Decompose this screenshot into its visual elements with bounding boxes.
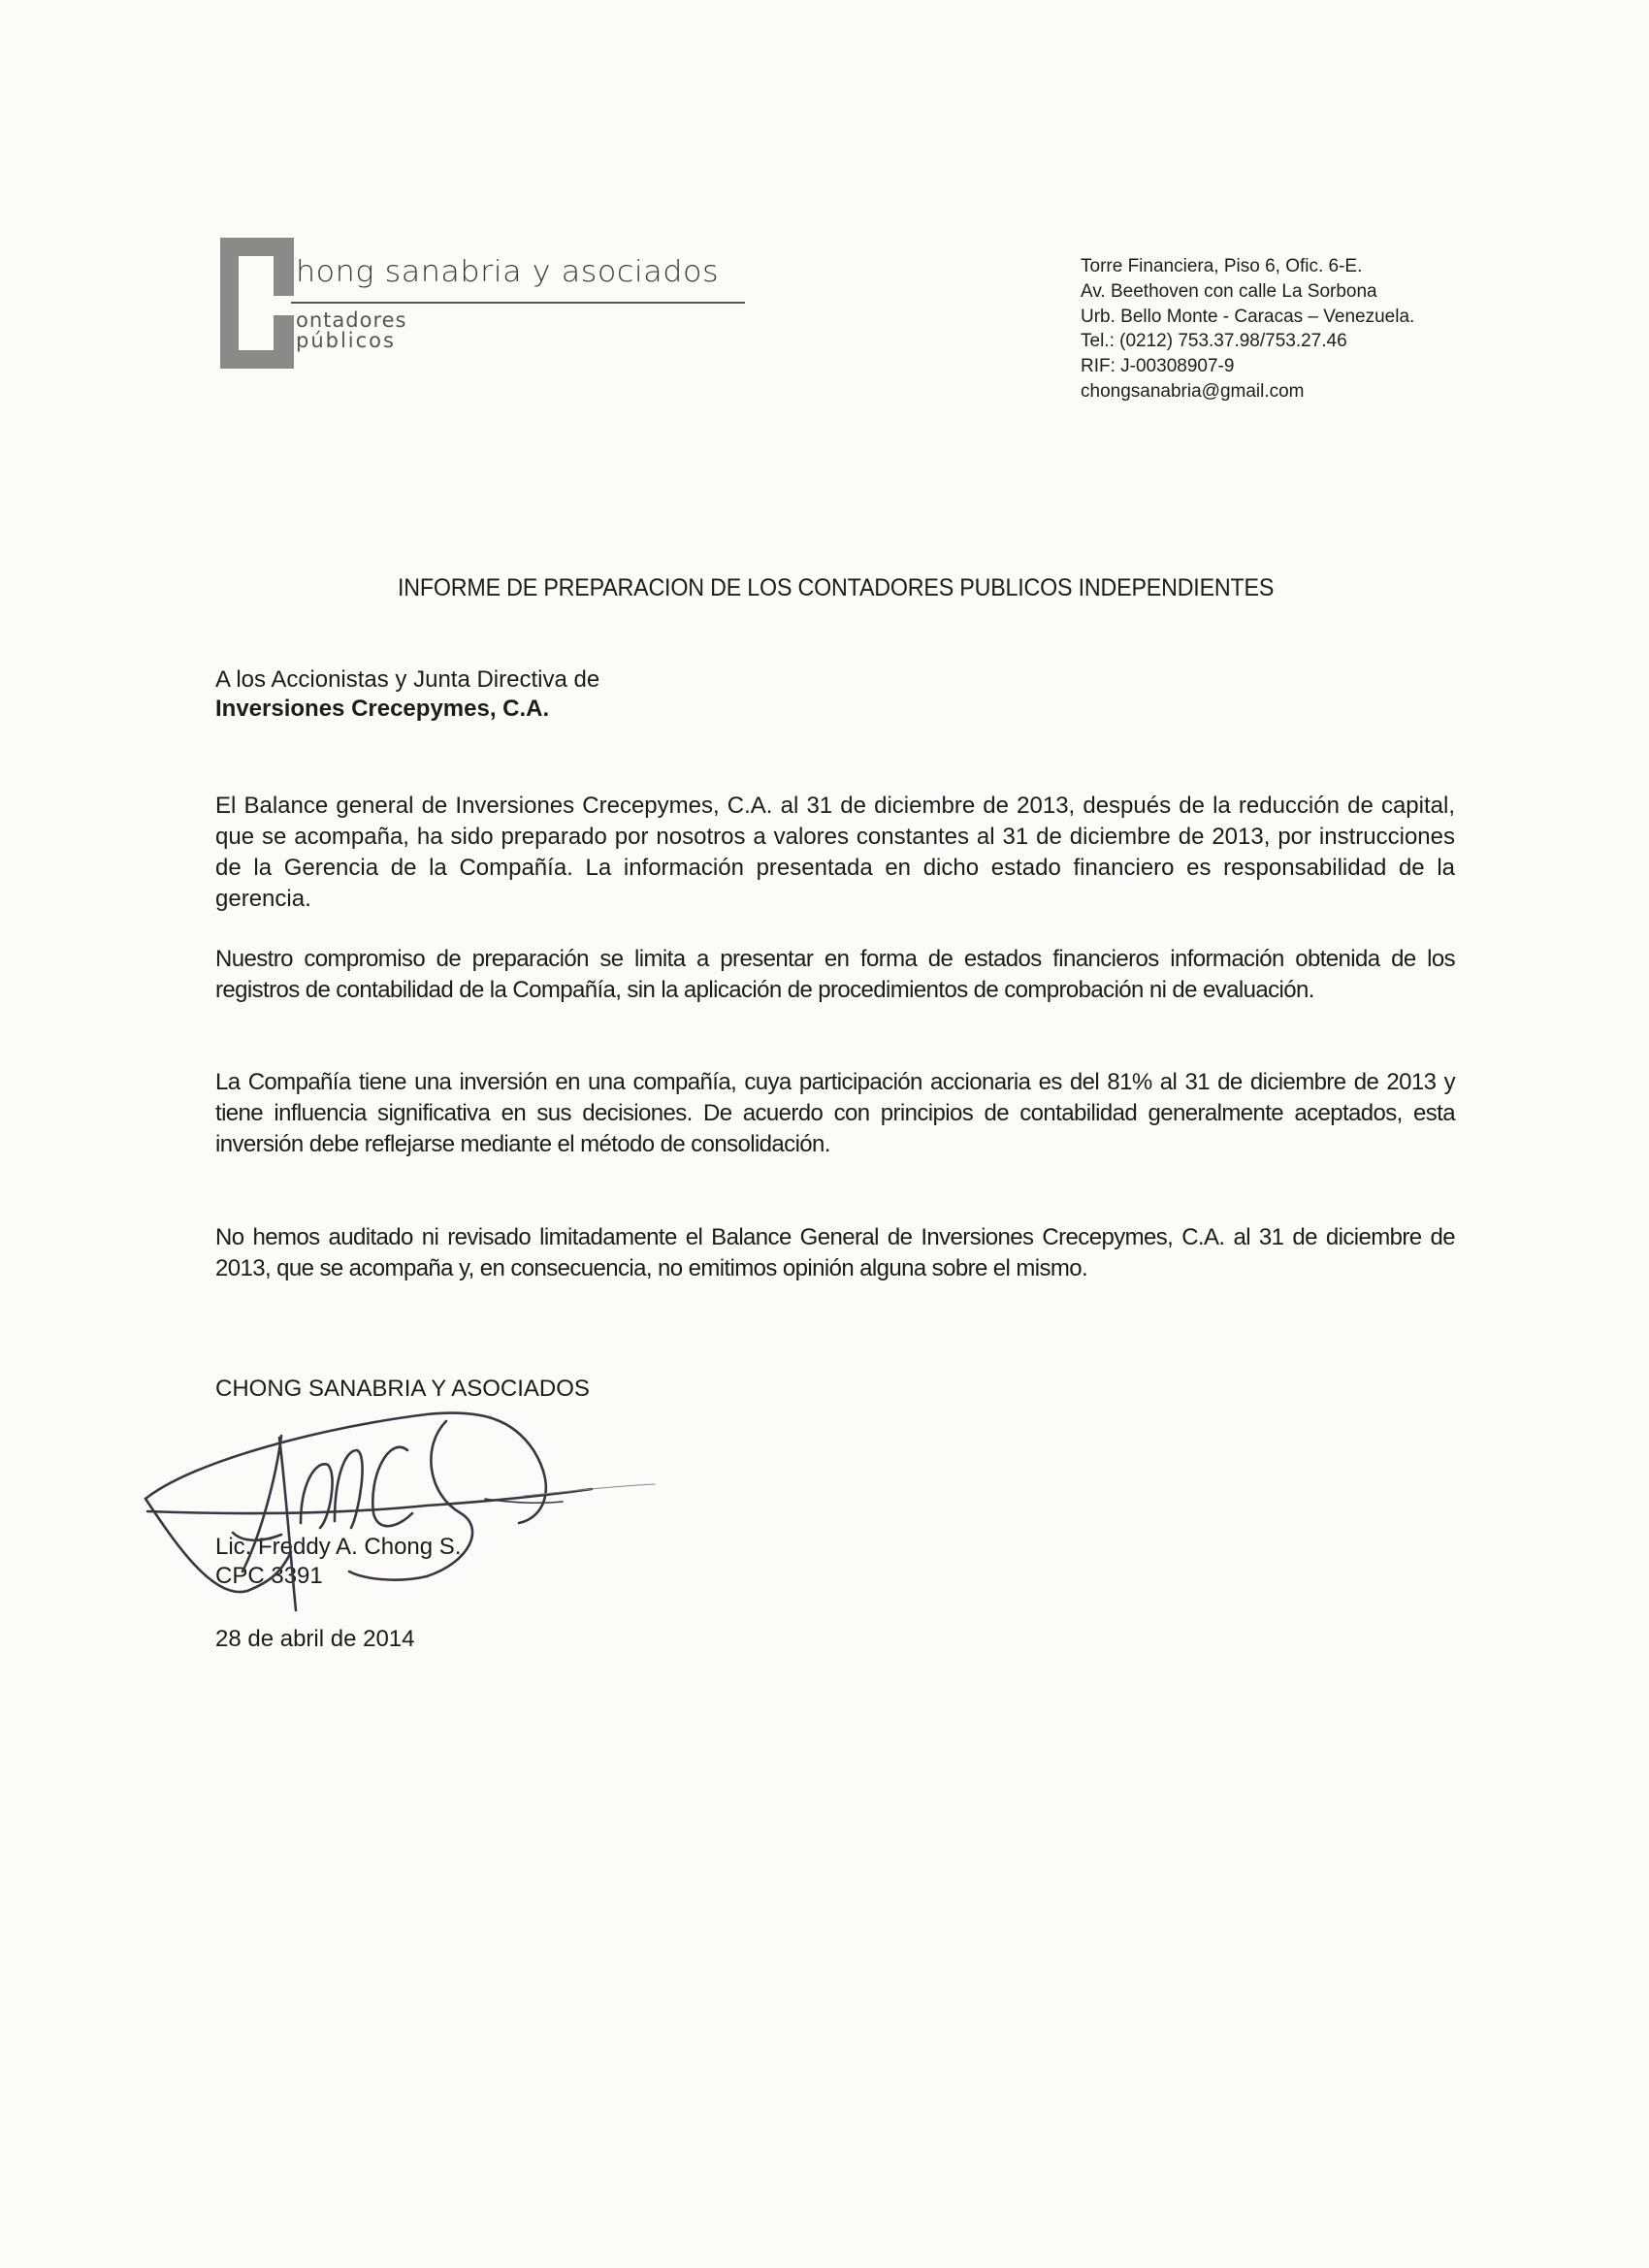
signature-loop-stroke — [146, 1413, 546, 1523]
phone-line: Tel.: (0212) 753.37.98/753.27.46 — [1081, 331, 1347, 352]
signer-name: Lic. Freddy A. Chong S. — [215, 1534, 462, 1560]
signature-a-stroke — [301, 1464, 333, 1528]
signature-base-stroke — [147, 1489, 592, 1513]
logo-subtitle-line2: públicos — [296, 329, 396, 352]
logo-subtitle-line1: ontadores — [296, 308, 407, 332]
salutation — [215, 665, 599, 724]
firm-name: CHONG SANABRIA Y ASOCIADOS — [215, 1376, 590, 1402]
signer-id: CPC 3391 — [215, 1563, 323, 1589]
document-date: 28 de abril de 2014 — [215, 1626, 415, 1652]
salutation-line: A los Accionistas y Junta Directiva de — [215, 666, 600, 693]
rif-line: RIF: J-00308907-9 — [1081, 356, 1235, 377]
paragraph-1: El Balance general de Inversiones Crecepymes, C.A. al 31 de diciembre de 2013, después de la reducción de capital, que se acompaña, ha sido preparado por nosotros a valores constantes al 31 de diciembre de 2013, por instrucciones de la Gerencia de la Compañía. La información presentada en dicho estado financiero es responsabilidad de la gerencia. — [215, 793, 1455, 912]
signature-c-stroke — [372, 1447, 412, 1526]
paragraph-3: La Compañía tiene una inversión en una compañía, cuya participación accionaria es del 81% al 31 de diciembre de 2013 y tiene influencia significativa en sus decisiones. De acuerdo con principios de contabilidad generalmente aceptados, esta inversión debe reflejarse mediante el método de consolidación. — [215, 1069, 1455, 1157]
recipient-company: Inversiones Crecepymes, C.A. — [215, 696, 550, 722]
paragraph-2: Nuestro compromiso de preparación se limita a presentar en forma de estados financieros información obtenida de los registros de contabilidad de la Compañía, sin la aplicación de procedimientos de comprobación ni de evaluación. — [215, 946, 1455, 1003]
logo-c-mark — [220, 238, 294, 369]
logo-divider — [291, 302, 745, 304]
document-title: INFORME DE PREPARACION DE LOS CONTADORES PUBLICOS INDEPENDIENTES — [398, 574, 1275, 601]
email-line: chongsanabria@gmail.com — [1081, 380, 1305, 402]
handwritten-signature — [136, 1407, 660, 1630]
logo-c-bracket — [220, 238, 294, 369]
signature-tail-stroke — [485, 1499, 563, 1503]
signature-l-stroke — [335, 1450, 363, 1528]
address-block — [1081, 254, 1414, 405]
address-line: Torre Financiera, Piso 6, Ofic. 6-E. — [1081, 256, 1363, 276]
paragraph-4: No hemos auditado ni revisado limitadamente el Balance General de Inversiones Crecepymes, C.A. al 31 de diciembre de 2013, que se acompaña y, en consecuencia, no emitimos opinión alguna sobre el mismo. — [215, 1224, 1455, 1281]
address-line: Av. Beethoven con calle La Sorbona — [1081, 280, 1377, 302]
signer-block — [215, 1533, 461, 1591]
document-title-wrap — [0, 574, 1649, 602]
address-line: Urb. Bello Monte - Caracas – Venezuela. — [1081, 306, 1415, 327]
signature-faint-line — [524, 1484, 655, 1496]
logo-name: hong sanabria y asociados — [296, 255, 720, 289]
